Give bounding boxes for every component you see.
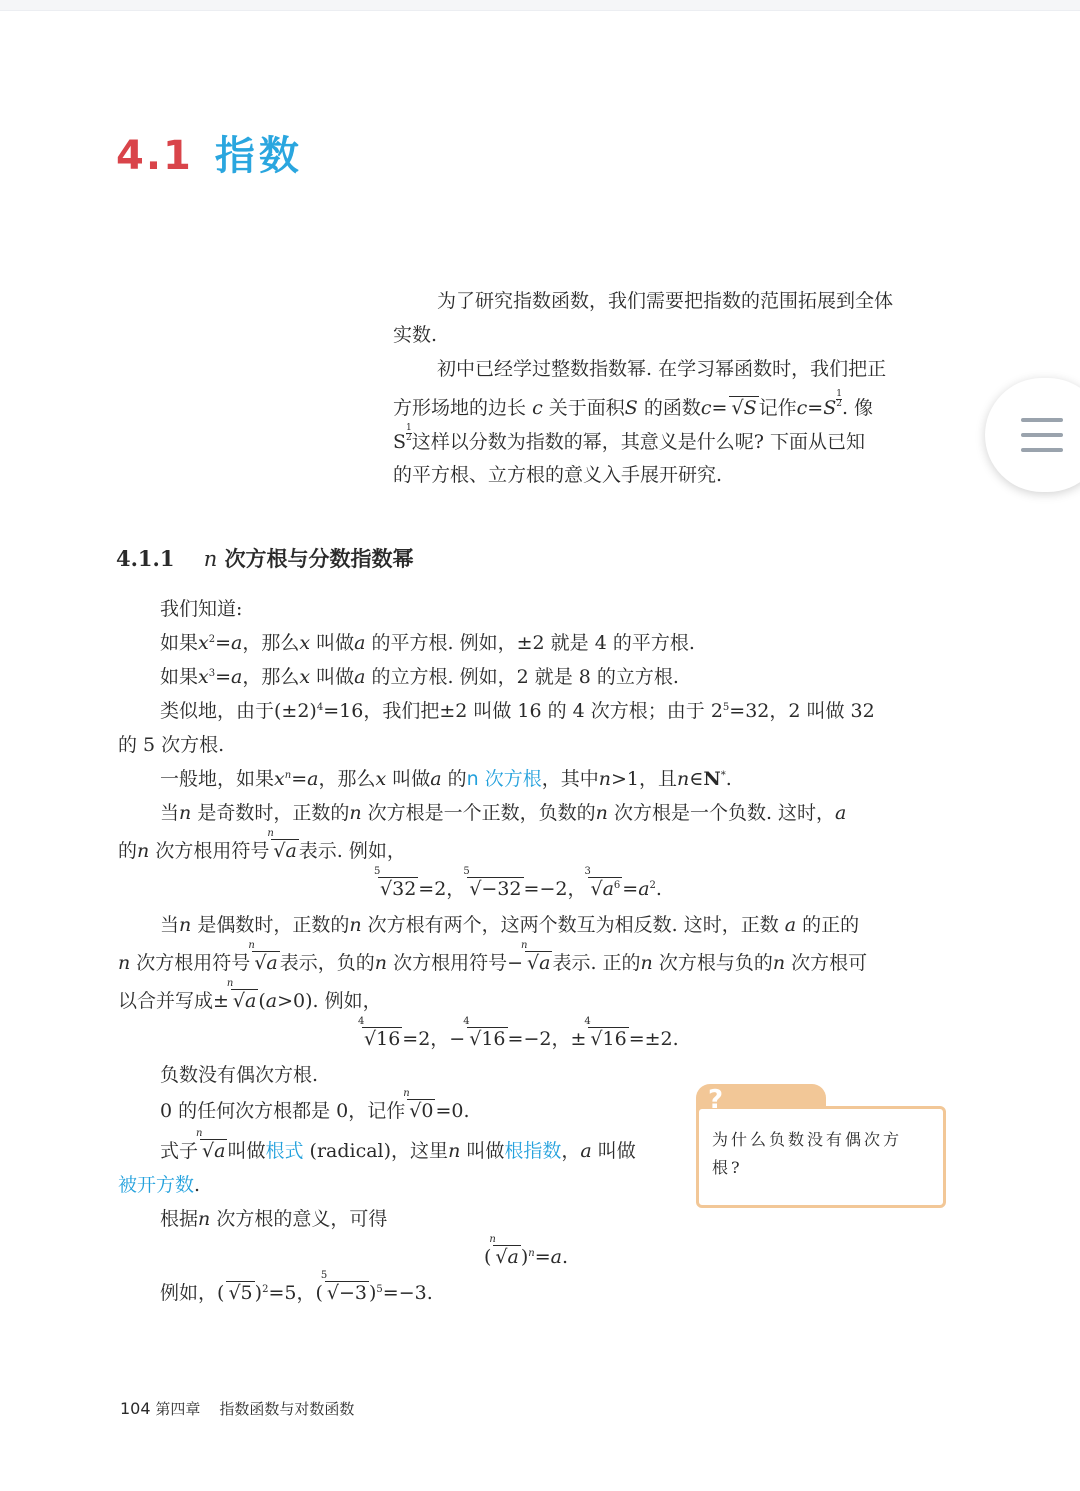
- keyword-root-index: 根指数: [504, 1140, 562, 1162]
- question-callout: [696, 1084, 944, 1206]
- chapter-label: 第四章: [155, 1400, 201, 1418]
- intro-line-4: 方形场地的边长 c 关于面积S 的函数c= √S 记作c=S $\frac{1}{2}$ . 像: [393, 389, 874, 419]
- body-line-5: 的 5 次方根.: [118, 734, 225, 756]
- question-mark-icon: ?: [708, 1085, 724, 1115]
- body-line-16: 式子 n √a 叫做根式 (radical)，这里n 叫做根指数，a 叫做: [160, 1128, 636, 1162]
- body-line-7: 当n 是奇数时，正数的n 次方根是一个正数，负数的n 次方根是一个负数. 这时，a: [160, 802, 847, 824]
- body-line-17: 被开方数.: [118, 1174, 201, 1196]
- intro-line-3: 初中已经学过整数指数幂. 在学习幂函数时，我们把正: [437, 358, 887, 380]
- intro-line-1: 为了研究指数函数，我们需要把指数的范围拓展到全体: [437, 290, 894, 312]
- formula-odd-roots: 5 √32 =2， 5 √−32 =−2， 3 $√a^6 =a^2$.: [374, 866, 662, 900]
- menu-button[interactable]: [985, 378, 1080, 492]
- body-line-8: 的n 次方根用符号 n √a 表示. 例如，: [118, 828, 406, 862]
- formula-identity: ( n √a )$^n$=a.: [484, 1234, 569, 1268]
- intro-line-5: S $\frac{1}{2}$ 这样以分数为指数的幂，其意义是什么呢? 下面从已知: [393, 423, 865, 453]
- intro-line-6: 的平方根、立方根的意义入手展开研究.: [393, 464, 723, 486]
- body-line-4: 类似地，由于$(\pm 2)^4=16$，我们把±2 叫做 16 的 4 次方根；由于 $2^5=32$，2 叫做 32: [160, 700, 875, 722]
- intro-line-2: 实数.: [393, 324, 438, 346]
- body-line-20: 例如，( √5 )$^2$=5，( 5 √−3 )$^5$=−3.: [160, 1270, 433, 1304]
- keyword-nth-root: n 次方根: [466, 768, 542, 790]
- body-line-14: 负数没有偶次方根.: [160, 1064, 319, 1086]
- body-line-6: 一般地，如果$x^n=a$，那么x 叫做a 的n 次方根，其中n>1，且n∈N*.: [160, 768, 732, 790]
- question-text: 为什么负数没有偶次方根?: [712, 1130, 903, 1177]
- body-line-12: 以合并写成± n √a (a>0). 例如，: [118, 978, 382, 1012]
- keyword-radicand: 被开方数: [118, 1174, 195, 1196]
- subsection-heading: 4.1.1 n 次方根与分数指数幂: [116, 546, 414, 571]
- body-line-11: n 次方根用符号 n √a 表示，负的n 次方根用符号− n √a 表示. 正的n 次方根与负的n 次方根可: [118, 940, 868, 974]
- body-line-1: 我们知道:: [160, 598, 243, 620]
- page-footer: [120, 1398, 354, 1420]
- formula-even-roots: 4 √16 =2，− 4 √16 =−2，± 4 √16 =±2.: [358, 1016, 679, 1050]
- body-line-15: 0 的任何次方根都是 0，记作 n √0 =0.: [160, 1088, 470, 1122]
- section-heading: [116, 128, 303, 184]
- keyword-radical: 根式: [265, 1140, 304, 1162]
- page-number: 104: [120, 1399, 151, 1418]
- body-line-18: 根据n 次方根的意义，可得: [160, 1208, 388, 1230]
- body-line-3: 如果$x^3=a$，那么x 叫做a 的立方根. 例如，2 就是 8 的立方根.: [160, 666, 679, 688]
- section-title: 指数: [214, 133, 303, 179]
- section-number: 4.1: [116, 133, 193, 179]
- top-bar: [0, 0, 1080, 11]
- body-line-10: 当n 是偶数时，正数的n 次方根有两个，这两个数互为相反数. 这时，正数 a 的正的: [160, 914, 860, 936]
- body-line-2: 如果$x^2=a$，那么x 叫做a 的平方根. 例如，±2 就是 4 的平方根.: [160, 632, 695, 654]
- chapter-title: 指数函数与对数函数: [219, 1400, 355, 1418]
